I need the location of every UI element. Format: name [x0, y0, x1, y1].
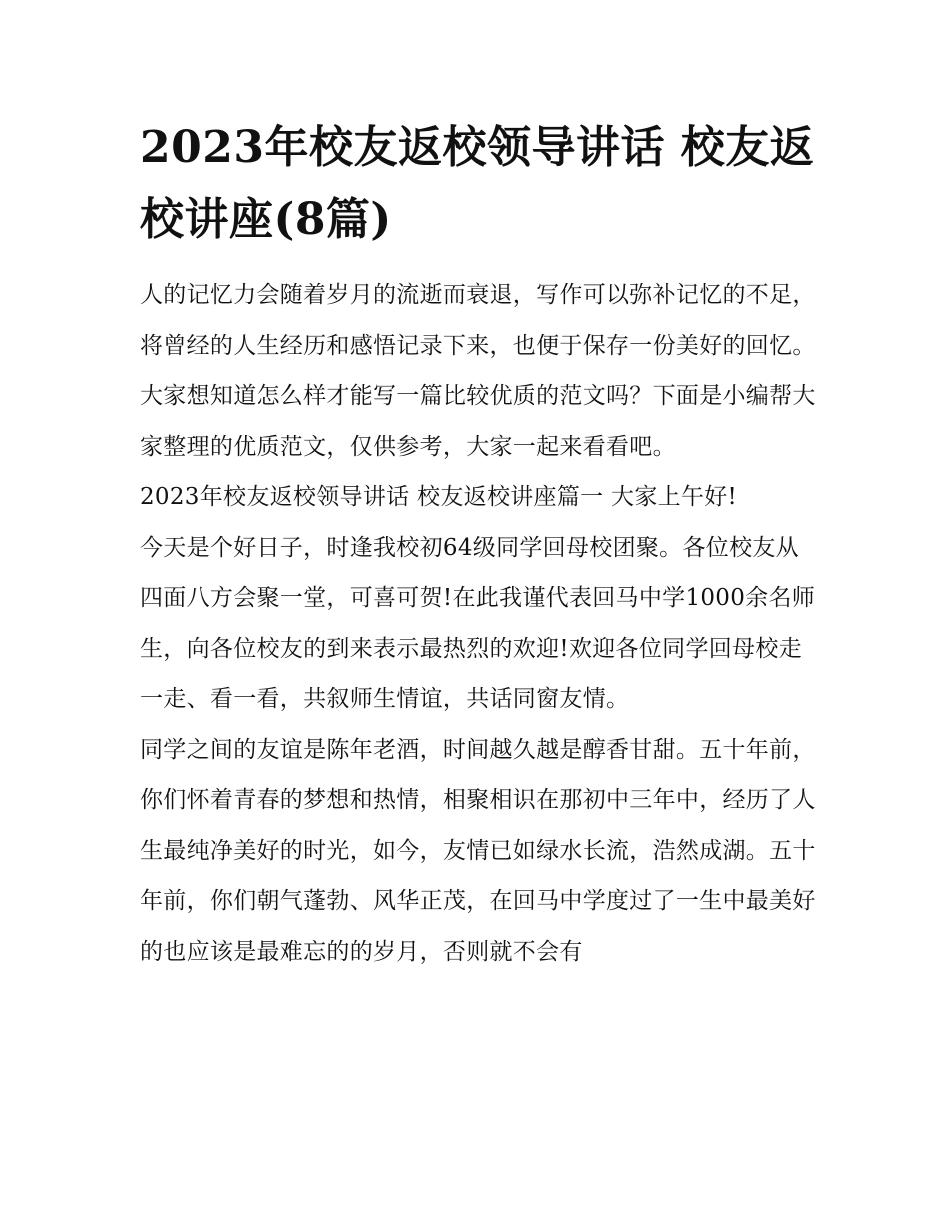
section-heading-paragraph: 2023年校友返校领导讲话 校友返校讲座篇一 大家上午好! [140, 484, 738, 510]
body-paragraph: 今天是个好日子，时逢我校初64级同学回母校团聚。各位校友从四面八方会聚一堂，可喜可贺!在此我谨代表回马中学1000余名师生，向各位校友的到来表示最热烈的欢迎!欢迎各位同学回母校走一走、看一看，共叙师生情谊，共话同窗友情。 [140, 534, 816, 712]
intro-paragraph: 人的记忆力会随着岁月的流逝而衰退，写作可以弥补记忆的不足，将曾经的人生经历和感悟记录下来，也便于保存一份美好的回忆。大家想知道怎么样才能写一篇比较优质的范文吗？下面是小编帮大家整理的优质范文，仅供参考，大家一起来看看吧。 [140, 282, 816, 460]
document-page [140, 112, 820, 977]
document-title: 2023年校友返校领导讲话 校友返校讲座(8篇) [140, 122, 815, 245]
body-paragraph: 同学之间的友谊是陈年老酒，时间越久越是醇香甘甜。五十年前，你们怀着青春的梦想和热情，相聚相识在那初中三年中，经历了人生最纯净美好的时光，如今，友情已如绿水长流，浩然成湖。五十年前，你们朝气蓬勃、风华正茂，在回马中学度过了一生中最美好的也应该是最难忘的的岁月，否则就不会有 [140, 736, 816, 965]
